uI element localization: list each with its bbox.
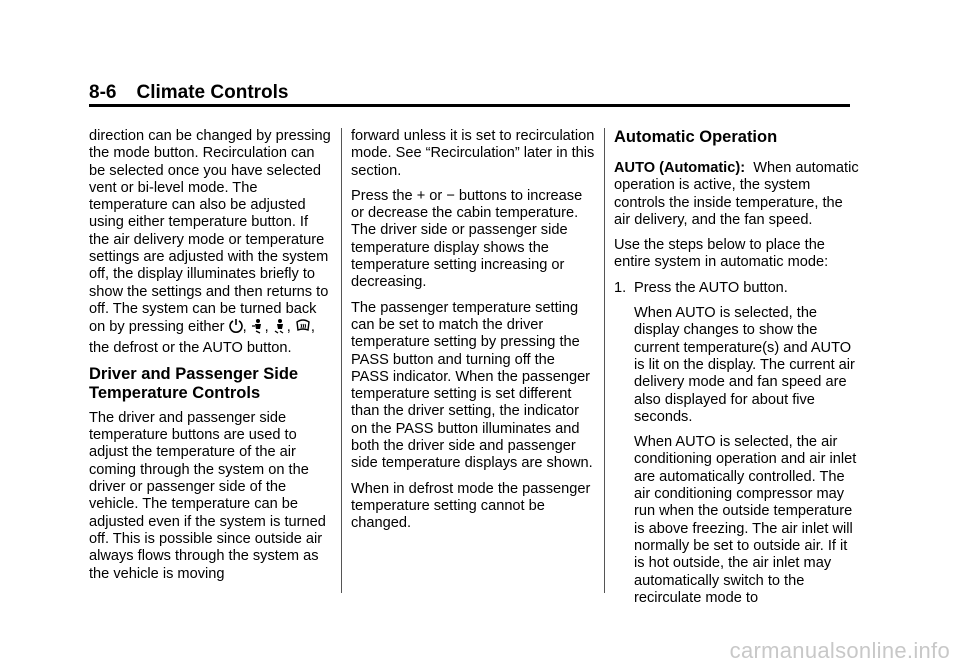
auto-label: AUTO (Automatic):	[614, 160, 746, 176]
col2-paragraph-2: Press the + or − buttons to increase or decrease the cabin temperature. The driver side or passenger side temperature display shows the temperature setting increasing or decreasing.	[351, 187, 583, 291]
step1-paragraph-1: When AUTO is selected, the display changes to show the current temperature(s) and AUTO is lit on the display. The current air delivery mode and fan speed are also displayed for about five seconds.	[634, 305, 855, 425]
col2-paragraph-3: The passenger temperature setting can be set to match the driver temperature setting by pressing the PASS button and turning off the PASS indicator. When the passenger temperature setting is set different than the driver setting, the indicator on the PASS button illuminates and both the driver side and passenger side temperature displays are shown.	[351, 299, 593, 472]
list-item: 1. Press the AUTO button.	[614, 279, 788, 296]
vent-mode-icon	[251, 318, 265, 339]
header-rule	[89, 104, 850, 107]
section-heading-temperature-controls: Driver and Passenger Side Temperature Controls	[89, 364, 299, 402]
section-heading-automatic-operation: Automatic Operation	[614, 128, 778, 146]
power-icon	[229, 318, 243, 339]
page-header	[89, 82, 289, 104]
auto-description: AUTO (Automatic): When automatic operation is active, the system controls the inside temperature, the air delivery, and the fan speed.	[614, 160, 859, 228]
column-2	[351, 128, 596, 541]
floor-mode-icon	[273, 318, 287, 339]
step1-paragraph-2: When AUTO is selected, the air conditioning operation and air inlet are automatically controlled. The air conditioning compressor may run when the outside temperature is above freezing. The air inlet will normally be set to outside air. If it is hot outside, the air inlet may automatically switch to the recirculate mode to	[634, 434, 857, 606]
watermark: carmanualsonline.info	[729, 638, 950, 663]
col1-paragraph-2: The driver and passenger side temperature buttons are used to adjust the temperature of the air coming through the system on the driver or passenger side of the vehicle. The temperature can be adjusted even if the system is turned off. This is possible since outside air always flows through the system as the vehicle is moving	[89, 409, 326, 582]
column-1	[89, 128, 331, 591]
column-divider-1	[341, 128, 342, 593]
col1-paragraph-1: direction can be changed by pressing the mode button. Recirculation can be selected once you have selected vent or bi-level mode. The temperature can also be adjusted using either temperature button. If the air delivery mode or temperature settings are adjusted with the system off, the display illuminates briefly to show the settings and then returns to off. The system can be turned back on by pressing either , , , , the defrost or the AUTO button.	[89, 128, 331, 356]
defrost-icon	[295, 318, 311, 339]
section-title: Climate Controls	[136, 82, 289, 103]
column-divider-2	[604, 128, 605, 593]
page-number: 8-6	[89, 82, 117, 103]
column-3	[614, 128, 860, 615]
col2-paragraph-4: When in defrost mode the passenger temperature setting cannot be changed.	[351, 480, 591, 532]
col3-paragraph-2: Use the steps below to place the entire system in automatic mode:	[614, 237, 829, 271]
col2-paragraph-1: forward unless it is set to recirculation mode. See “Recirculation” later in this section.	[351, 128, 595, 179]
